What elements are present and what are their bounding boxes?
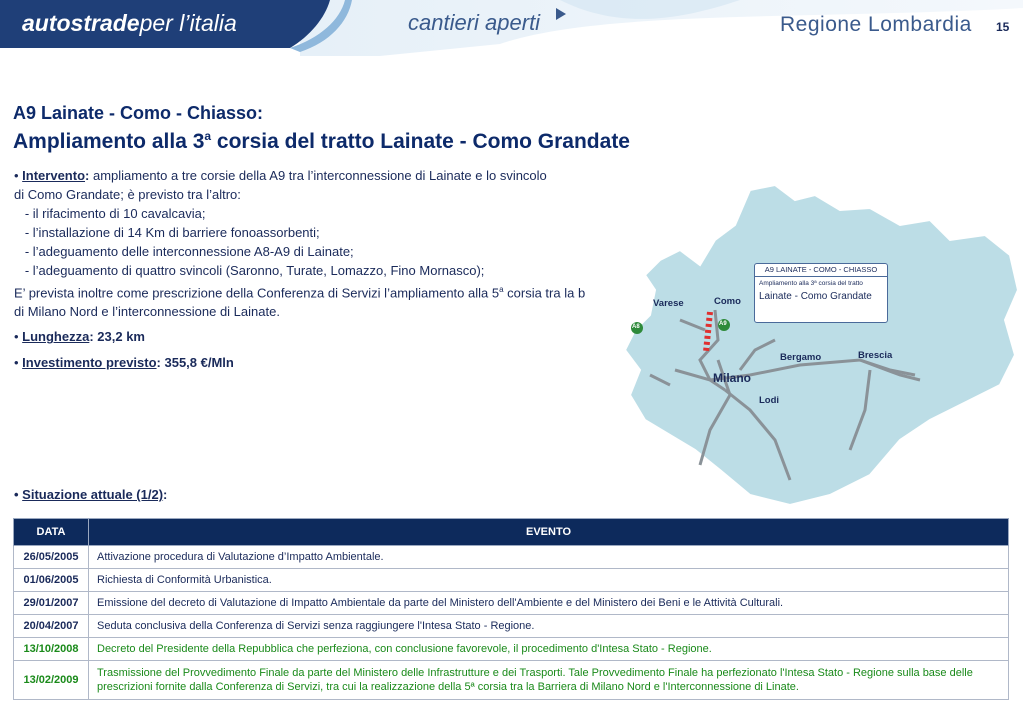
- row-event: Emissione del decreto di Valutazione di Impatto Ambientale da parte del Ministero dell'Ambiente e del Ministero dei Beni e le Attività Culturali.: [89, 592, 1009, 615]
- lunghezza-line: • Lunghezza: 23,2 km: [14, 329, 145, 345]
- page-subtitle: [13, 129, 630, 154]
- note1-post: corsia tra la b: [503, 285, 586, 301]
- cantieri-aperti-logo: cantieri aperti: [408, 10, 541, 35]
- row-event: Trasmissione del Provvedimento Finale da parte del Ministero delle Infrastrutture e dei Trasporti. Tale Provvedimento Finale ha perfezionato l'Intesa Stato - Regione sulla base delle prescrizioni fornite dalla Conferenza di Servizi, tra cui la realizzazione della 5ª corsia tra la Barriera di Milano Nord e l'Interconnessione di Linate.: [89, 661, 1009, 700]
- intervento-line: • Intervento: ampliamento a tre corsie della A9 tra l’interconnessione di Lainate e lo svincolo: [14, 168, 547, 183]
- intervento-item: - l’adeguamento delle interconnessione A8-A9 di Lainate;: [14, 244, 354, 259]
- map-callout: [754, 263, 888, 323]
- table-row: [14, 615, 1009, 638]
- intervento-item: - l’adeguamento di quattro svincoli (Saronno, Turate, Lomazzo, Fino Mornasco);: [14, 263, 485, 278]
- row-event: Richiesta di Conformità Urbanistica.: [89, 569, 1009, 592]
- row-date: 20/04/2007: [14, 615, 89, 638]
- intervento-item: - l’installazione di 14 Km di barriere fonoassorbenti;: [14, 225, 320, 240]
- row-event: Attivazione procedura di Valutazione d’Impatto Ambientale.: [89, 546, 1009, 569]
- subtitle-post: corsia del tratto Lainate - Como Grandate: [211, 130, 630, 153]
- brescia-label: Brescia: [858, 350, 893, 361]
- varese-label: Varese: [653, 298, 684, 309]
- row-event: Seduta conclusiva della Conferenza di Servizi senza raggiungere l'Intesa Stato - Regione.: [89, 615, 1009, 638]
- investimento-label: Investimento previsto: [22, 355, 157, 371]
- como-label: Como: [714, 296, 741, 307]
- intervento-section: [14, 166, 664, 372]
- situazione-heading: • Situazione attuale (1/2):: [14, 487, 168, 502]
- callout-main: Lainate - Como Grandate: [759, 291, 872, 302]
- table-row: [14, 592, 1009, 615]
- subtitle-sup: a: [204, 129, 212, 143]
- table-row: [14, 546, 1009, 569]
- lodi-label: Lodi: [759, 395, 780, 406]
- subtitle-pre: Ampliamento alla 3: [13, 130, 205, 153]
- lunghezza-value: : 23,2 km: [89, 329, 145, 345]
- bergamo-label: Bergamo: [780, 352, 822, 363]
- intervento-label: Intervento: [22, 168, 86, 183]
- row-date: 01/06/2005: [14, 569, 89, 592]
- row-date: 13/10/2008: [14, 638, 89, 661]
- page-title: A9 Lainate - Como - Chiasso:: [13, 103, 264, 123]
- row-date: 26/05/2005: [14, 546, 89, 569]
- intervento-item: - il rifacimento di 10 cavalcavia;: [14, 206, 206, 221]
- prescrizione-line2: di Milano Nord e l’interconnessione di Lainate.: [14, 304, 280, 320]
- a8-shield: A8: [632, 324, 640, 330]
- intervento-text2: di Como Grandate; è previsto tra l’altro:: [14, 187, 241, 202]
- table-header-row: [14, 519, 1009, 546]
- prescrizione-line: [14, 280, 664, 302]
- regione-label: Regione Lombardia: [780, 13, 972, 36]
- investimento-line: • Investimento previsto: 355,8 €/Mln: [14, 355, 234, 371]
- a9-shield: A9: [719, 321, 727, 327]
- investimento-value: : 355,8 €/Mln: [156, 355, 234, 371]
- callout-subtitle: Ampliamento alla 3ª corsia del tratto: [759, 280, 863, 287]
- row-event: Decreto del Presidente della Repubblica che perfeziona, con conclusione favorevole, il procedimento d'Intesa Stato - Regione.: [89, 638, 1009, 661]
- header-evento: EVENTO: [89, 519, 1009, 546]
- events-table: [13, 518, 1009, 700]
- autostrade-logo: [22, 10, 237, 37]
- row-date: 29/01/2007: [14, 592, 89, 615]
- header-banner: [0, 0, 1023, 56]
- intervento-text1: ampliamento a tre corsie della A9 tra l’interconnessione di Lainate e lo svincolo: [89, 168, 547, 183]
- intervento-colon: :: [85, 168, 90, 183]
- callout-title: A9 LAINATE - COMO - CHIASSO: [755, 264, 887, 277]
- milano-label: Milano: [713, 371, 751, 385]
- lunghezza-label: Lunghezza: [22, 329, 90, 345]
- brand-name: autostrade: [22, 10, 140, 36]
- note1-sup: a: [499, 285, 504, 294]
- header-data: DATA: [14, 519, 89, 546]
- table-row: [14, 569, 1009, 592]
- table-row: [14, 638, 1009, 661]
- row-date: 13/02/2009: [14, 661, 89, 700]
- note1-pre: E’ prevista inoltre come prescrizione della Conferenza di Servizi l’ampliamento alla 5: [14, 285, 500, 301]
- table-row: [14, 661, 1009, 700]
- page-number: 15: [996, 20, 1010, 34]
- situazione-colon: :: [163, 487, 168, 502]
- situazione-label: Situazione attuale (1/2): [22, 487, 164, 502]
- brand-tagline: per l’italia: [139, 10, 237, 36]
